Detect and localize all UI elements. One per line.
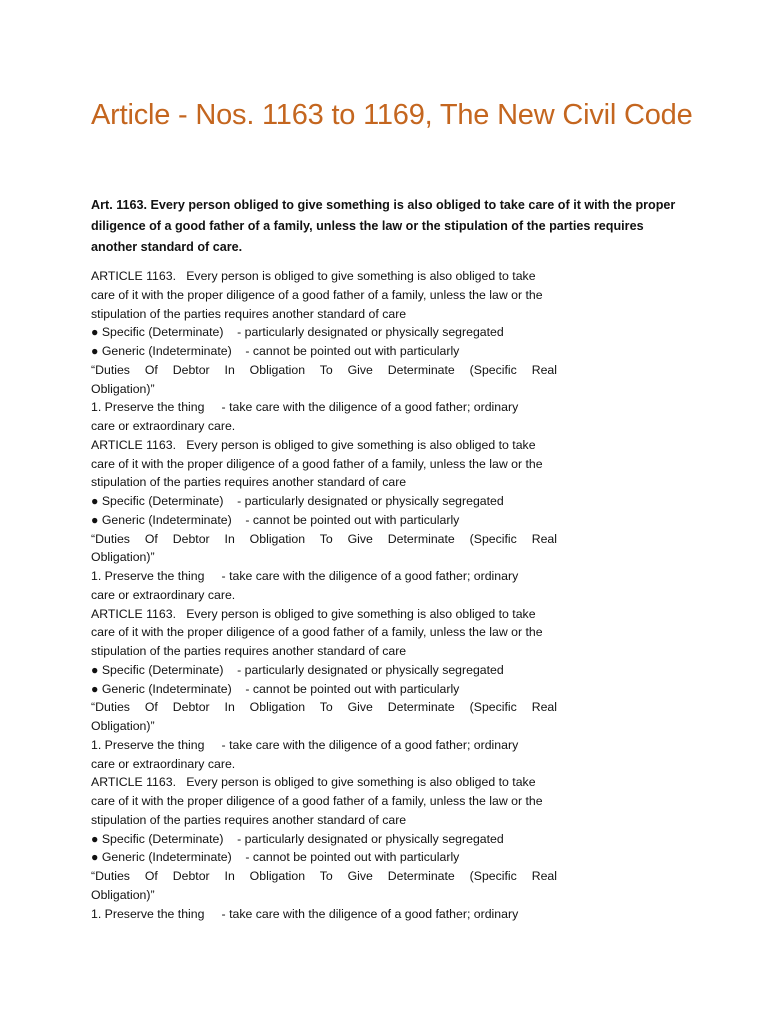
article-text-line: stipulation of the parties requires another standard of care bbox=[91, 306, 407, 321]
duty-item-line: 1. Preserve the thing - take care with the diligence of a good father; ordinary bbox=[91, 400, 519, 415]
duty-item-line: 1. Preserve the thing - take care with the diligence of a good father; ordinary bbox=[91, 906, 519, 921]
duties-heading-line: “Duties Of Debtor In Obligation To Give Determinate (Specific Real bbox=[91, 362, 557, 377]
article-text-line: care of it with the proper diligence of a good father of a family, unless the law or the bbox=[91, 794, 543, 808]
duty-item-line: care or extraordinary care. bbox=[91, 587, 236, 602]
duties-heading-line: “Duties Of Debtor In Obligation To Give Determinate (Specific Real bbox=[91, 869, 557, 883]
duties-heading-line: “Duties Of Debtor In Obligation To Give Determinate (Specific Real bbox=[91, 531, 557, 546]
duty-item-line: care or extraordinary care. bbox=[91, 419, 236, 433]
duties-heading-line: Obligation)” bbox=[91, 719, 155, 733]
bullet-generic: ● Generic (Indeterminate) - cannot be pointed out with particularly bbox=[91, 681, 460, 696]
duty-item-line: 1. Preserve the thing - take care with the diligence of a good father; ordinary bbox=[91, 737, 519, 752]
article-heading-line: ARTICLE 1163. Every person is obliged to give something is also obliged to take bbox=[91, 606, 536, 621]
bullet-generic: ● Generic (Indeterminate) - cannot be pointed out with particularly bbox=[91, 344, 460, 358]
article-text-line: care of it with the proper diligence of a good father of a family, unless the law or the bbox=[91, 625, 543, 640]
article-text-line: stipulation of the parties requires another standard of care bbox=[91, 475, 407, 490]
article-text-line: stipulation of the parties requires another standard of care bbox=[91, 644, 407, 658]
bullet-specific: ● Specific (Determinate) - particularly designated or physically segregated bbox=[91, 325, 504, 340]
bullet-specific: ● Specific (Determinate) - particularly designated or physically segregated bbox=[91, 662, 504, 677]
duties-heading-line: Obligation)” bbox=[91, 381, 155, 396]
duty-item-line: care or extraordinary care. bbox=[91, 756, 236, 771]
duty-item-line: 1. Preserve the thing - take care with the diligence of a good father; ordinary bbox=[91, 569, 519, 583]
duties-heading-line: “Duties Of Debtor In Obligation To Give Determinate (Specific Real bbox=[91, 700, 557, 715]
article-text-line: care of it with the proper diligence of a good father of a family, unless the law or the bbox=[91, 456, 543, 471]
article-body bbox=[91, 267, 651, 923]
article-text-line: stipulation of the parties requires another standard of care bbox=[91, 812, 407, 827]
bullet-specific: ● Specific (Determinate) - particularly designated or physically segregated bbox=[91, 494, 504, 508]
article-text-line: care of it with the proper diligence of a good father of a family, unless the law or the bbox=[91, 287, 543, 302]
bullet-specific: ● Specific (Determinate) - particularly designated or physically segregated bbox=[91, 831, 504, 846]
bullet-generic: ● Generic (Indeterminate) - cannot be pointed out with particularly bbox=[91, 512, 460, 527]
article-lead-paragraph: Art. 1163. Every person obliged to give something is also obliged to take care of it with the proper diligence of a good father of a family, unless the law or the stipulation of the parties requires another standard of care. bbox=[91, 198, 676, 254]
document-title: Article - Nos. 1163 to 1169, The New Civil Code bbox=[91, 99, 693, 131]
duties-heading-line: Obligation)” bbox=[91, 550, 155, 565]
article-heading-line: ARTICLE 1163. Every person is obliged to give something is also obliged to take bbox=[91, 437, 536, 452]
article-heading-line: ARTICLE 1163. Every person is obliged to give something is also obliged to take bbox=[91, 269, 536, 283]
article-heading-line: ARTICLE 1163. Every person is obliged to give something is also obliged to take bbox=[91, 775, 536, 790]
bullet-generic: ● Generic (Indeterminate) - cannot be pointed out with particularly bbox=[91, 850, 460, 865]
duties-heading-line: Obligation)” bbox=[91, 887, 155, 902]
